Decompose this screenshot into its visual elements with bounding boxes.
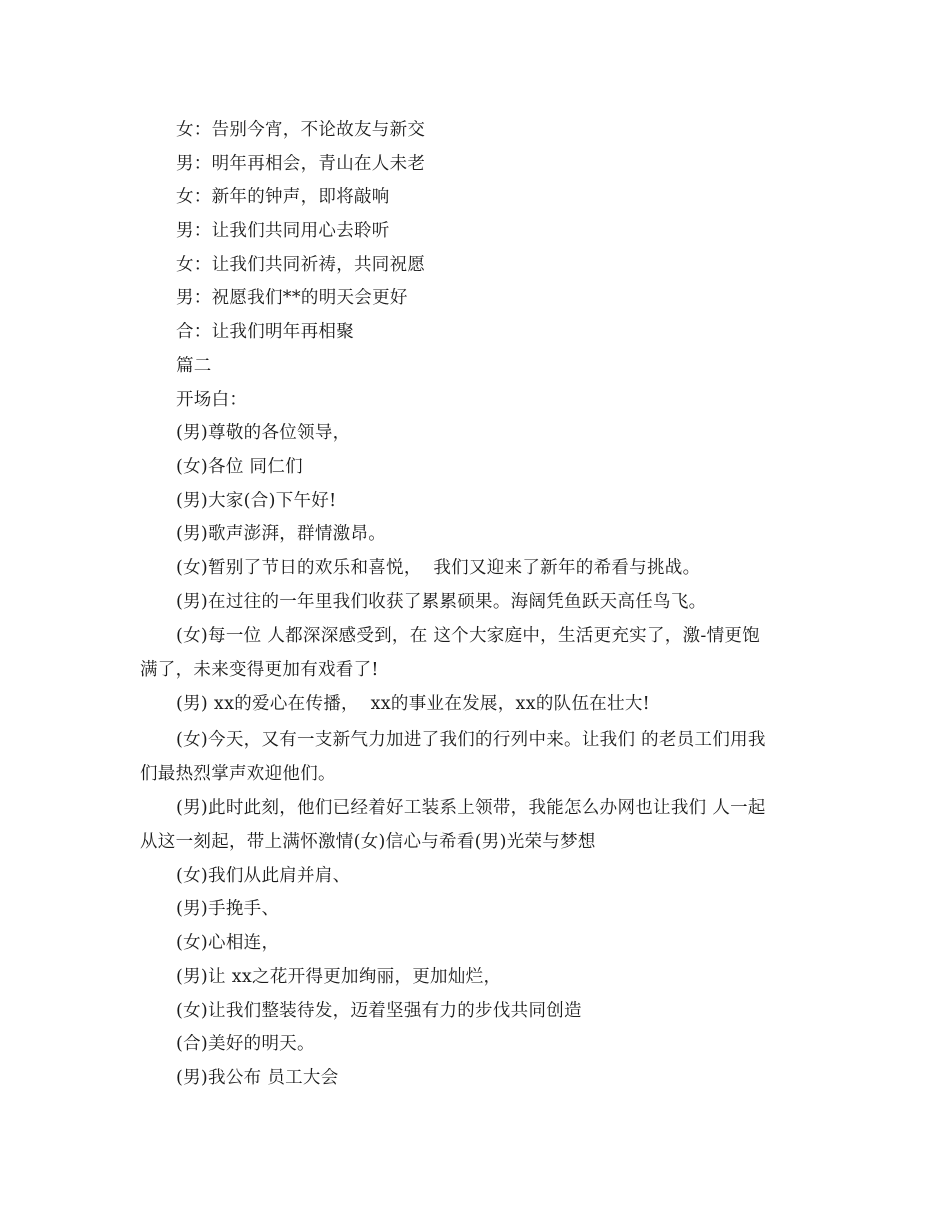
text-line: (女)我们从此肩并肩、 — [176, 866, 351, 886]
text-line: (女)各位 同仁们 — [176, 457, 303, 477]
text-line: 女：新年的钟声，即将敲响 — [176, 187, 390, 207]
text-line: 男：明年再相会，青山在人未老 — [176, 154, 426, 174]
text-line: (女)每一位 人都深深感受到，在 这个大家庭中，生活更充实了，激-情更饱 — [176, 626, 760, 646]
text-line: (男)大家(合)下午好! — [176, 491, 337, 511]
text-line: (女)今天，又有一支新气力加进了我们的行列中来。让我们 的老员工们用我 — [176, 730, 766, 750]
text-line: (男)在过往的一年里我们收获了累累硕果。海阔凭鱼跃天高任鸟飞。 — [176, 592, 707, 612]
text-line: 合：让我们明年再相聚 — [176, 322, 354, 342]
text-line: 满了，未来变得更加有戏看了! — [140, 660, 379, 680]
text-line: (男)此时此刻，他们已经着好工装系上领带，我能怎么办网也让我们 人一起 — [176, 798, 766, 818]
text-line: (男)让 xx之花开得更加绚丽，更加灿烂， — [176, 967, 502, 987]
text-line: (男)尊敬的各位领导， — [176, 423, 351, 443]
text-line: 从这一刻起，带上满怀激情(女)信心与希看(男)光荣与梦想 — [140, 832, 596, 852]
text-line: (男)手挽手、 — [176, 899, 280, 919]
text-line: 们最热烈掌声欢迎他们。 — [140, 764, 336, 784]
text-line: 开场白： — [176, 390, 248, 410]
text-line: (男)歌声澎湃，群情激昂。 — [176, 524, 387, 544]
section-heading: 篇二 — [176, 356, 212, 376]
text-line: 男：让我们共同用心去聆听 — [176, 221, 390, 241]
text-line: (女)让我们整装待发，迈着坚强有力的步伐共同创造 — [176, 1001, 582, 1021]
text-line: 男：祝愿我们**的明天会更好 — [176, 288, 408, 308]
text-line: (男)我公布 员工大会 — [176, 1068, 339, 1088]
text-line: 女：告别今宵，不论故友与新交 — [176, 120, 426, 140]
text-line: 女：让我们共同祈祷，共同祝愿 — [176, 255, 426, 275]
text-line: (女)暂别了节日的欢乐和喜悦， 我们又迎来了新年的希看与挑战。 — [176, 558, 701, 578]
text-line: (女)心相连， — [176, 933, 280, 953]
text-line: (合)美好的明天。 — [176, 1034, 315, 1054]
text-line: (男) xx的爱心在传播， xx的事业在发展，xx的队伍在壮大! — [176, 694, 650, 714]
